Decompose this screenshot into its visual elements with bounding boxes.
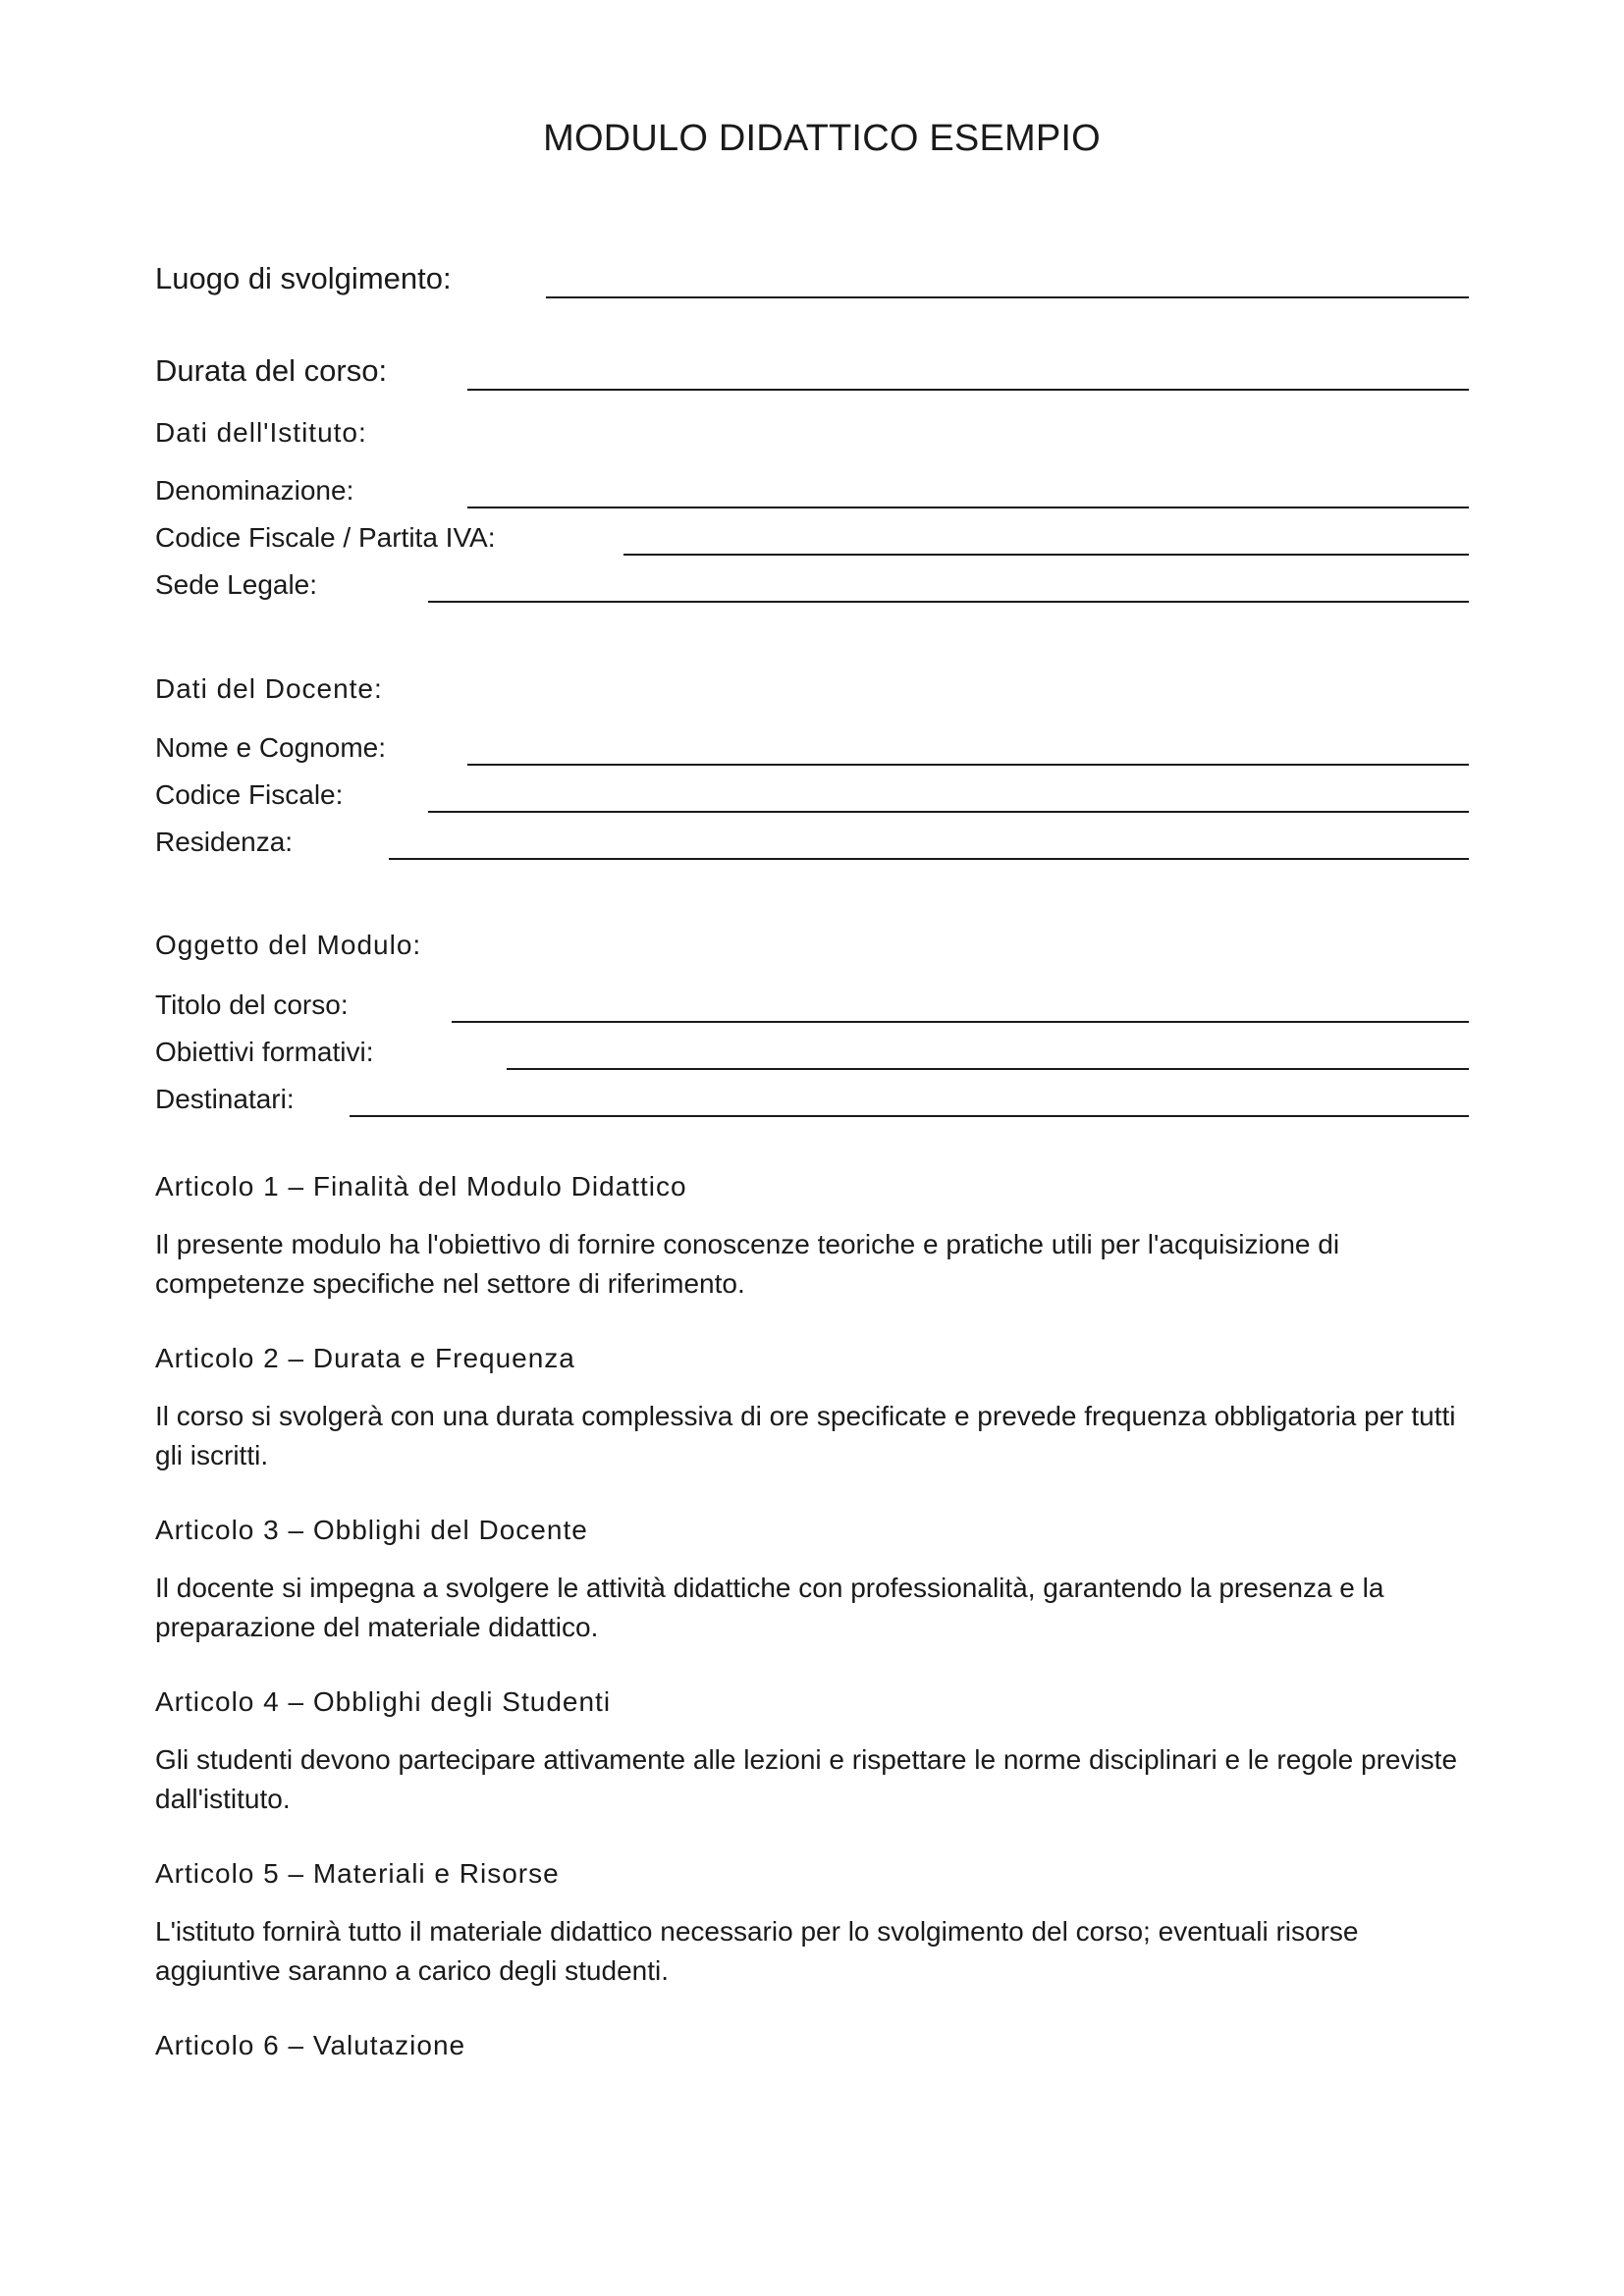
field-destinatari-line[interactable] [350, 1115, 1469, 1117]
field-luogo-label: Luogo di svolgimento: [155, 261, 452, 295]
field-luogo-line[interactable] [546, 296, 1469, 298]
article-1-line-1: Il presente modulo ha l'obiettivo di fornire conoscenze teoriche e pratiche utili per l'acquisizione di [155, 1229, 1340, 1259]
field-obiettivi [155, 1025, 1469, 1068]
article-4-line-1: Gli studenti devono partecipare attivamente alle lezioni e rispettare le norme disciplinari e le regole previste [155, 1744, 1458, 1775]
field-codice-fiscale-label: Codice Fiscale: [155, 779, 344, 810]
field-nome-cognome-label: Nome e Cognome: [155, 732, 387, 763]
field-titolo-corso-label: Titolo del corso: [155, 989, 349, 1020]
section-docente-heading: Dati del Docente: [155, 673, 383, 704]
article-4-body [155, 1740, 1476, 1819]
article-4-title: Articolo 4 – Obblighi degli Studenti [155, 1686, 612, 1717]
field-nome-cognome [155, 721, 1469, 764]
document-title: MODULO DIDATTICO ESEMPIO [543, 118, 1101, 159]
article-4-line-2: dall'istituto. [155, 1784, 291, 1814]
field-durata [155, 346, 1469, 389]
section-oggetto-heading: Oggetto del Modulo: [155, 930, 422, 960]
article-2-line-2: gli iscritti. [155, 1440, 269, 1470]
article-2-line-1: Il corso si svolgerà con una durata complessiva di ore specificate e prevede frequenza obbligatoria per tutti [155, 1401, 1456, 1431]
field-sede-legale-line[interactable] [428, 601, 1469, 603]
article-5-line-2: aggiuntive saranno a carico degli studenti. [155, 1955, 670, 1986]
field-codice-fiscale-piva [155, 510, 1469, 554]
article-5-body [155, 1912, 1476, 1991]
field-sede-legale-label: Sede Legale: [155, 569, 318, 600]
field-residenza-label: Residenza: [155, 827, 294, 857]
field-titolo-corso-line[interactable] [452, 1021, 1469, 1023]
field-denominazione-line[interactable] [467, 507, 1469, 508]
field-nome-cognome-line[interactable] [467, 764, 1469, 766]
field-durata-label: Durata del corso: [155, 353, 388, 388]
article-2-body [155, 1397, 1476, 1475]
field-luogo [155, 253, 1469, 296]
article-3-line-1: Il docente si impegna a svolgere le attività didattiche con professionalità, garantendo la presenza e la [155, 1573, 1384, 1603]
field-residenza-line[interactable] [389, 858, 1469, 860]
field-destinatari-label: Destinatari: [155, 1084, 295, 1114]
article-6-title: Articolo 6 – Valutazione [155, 2030, 466, 2060]
article-1-title: Articolo 1 – Finalità del Modulo Didattico [155, 1171, 687, 1201]
field-residenza [155, 815, 1469, 858]
field-denominazione [155, 463, 1469, 507]
field-obiettivi-label: Obiettivi formativi: [155, 1037, 374, 1067]
field-codice-fiscale-piva-label: Codice Fiscale / Partita IVA: [155, 522, 496, 553]
article-1-line-2: competenze specifiche nel settore di riferimento. [155, 1268, 745, 1299]
field-denominazione-label: Denominazione: [155, 475, 354, 506]
article-5-title: Articolo 5 – Materiali e Risorse [155, 1858, 560, 1889]
field-codice-fiscale-line[interactable] [428, 811, 1469, 813]
article-3-title: Articolo 3 – Obblighi del Docente [155, 1515, 588, 1545]
article-3-body [155, 1569, 1476, 1647]
field-durata-line[interactable] [467, 389, 1469, 391]
field-destinatari [155, 1072, 1469, 1115]
article-2-title: Articolo 2 – Durata e Frequenza [155, 1343, 575, 1373]
field-obiettivi-line[interactable] [507, 1068, 1469, 1070]
field-titolo-corso [155, 978, 1469, 1021]
section-istituto-heading: Dati dell'Istituto: [155, 417, 367, 448]
article-5-line-1: L'istituto fornirà tutto il materiale didattico necessario per lo svolgimento del corso; eventuali risorse [155, 1916, 1359, 1947]
field-codice-fiscale-piva-line[interactable] [623, 554, 1469, 556]
field-sede-legale [155, 558, 1469, 601]
article-3-line-2: preparazione del materiale didattico. [155, 1612, 599, 1642]
article-1-body [155, 1225, 1476, 1304]
field-codice-fiscale [155, 768, 1469, 811]
